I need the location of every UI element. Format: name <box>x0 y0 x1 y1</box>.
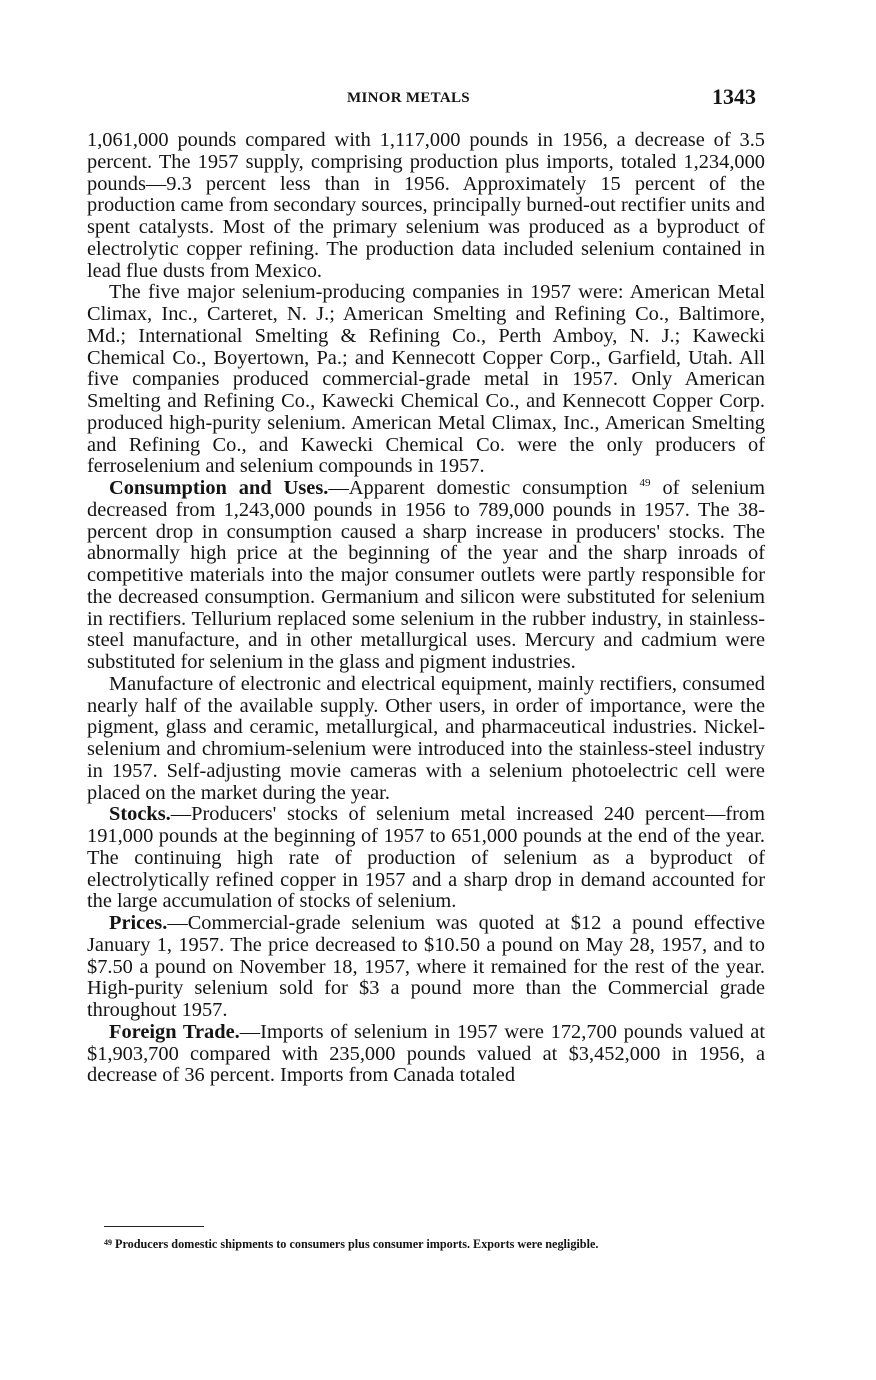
paragraph-producers <box>87 282 765 478</box>
section-heading-foreign-trade: Foreign Trade. <box>109 1020 240 1043</box>
paragraph-text: Manufacture of electronic and electrical equipment, mainly rectifiers, consumed nearly half of the available supply. Other users, in order of importance, were the pigment, glass and ceramic, metallurgical, and pharmaceutical industries. Nickel-selenium and chromium-selenium were introduced into the stainless-steel industry in 1957. Self-adjusting movie cameras with a selenium photoelectric cell were placed on the market during the year. <box>87 672 765 804</box>
section-heading-prices: Prices. <box>109 912 168 934</box>
paragraph-text-lead: —Apparent domestic consumption <box>328 477 628 499</box>
running-title: MINOR METALS <box>347 90 470 106</box>
paragraph-text: —Commercial-grade selenium was quoted at $12 a pound effective January 1, 1957. The price decreased to $10.50 a pound on May 28, 1957, and to $7.50 a pound on November 18, 1957, where it remained for the rest of the year. High-purity selenium sold for $3 a pound more than the Commercial grade throughout 1957. <box>87 912 765 1021</box>
body-text <box>87 130 765 1087</box>
paragraph-text: The five major selenium-producing companies in 1957 were: American Metal Climax, Inc., Carteret, N. J.; American Smelting and Refining Co., Baltimore, Md.; International Smelting & Refining Co., Perth Amboy, N. J.; Kawecki Chemical Co., Boyertown, Pa.; and Kennecott Copper Corp., Garfield, Utah. All five companies produced commercial-grade metal in 1957. Only American Smelting and Refining Co., Kawecki Chemical Co., and Kennecott Copper Corp. produced high-purity selenium. American Metal Climax, Inc., American Smelting and Refining Co., and Kawecki Chemical Co. were the only producers of ferroselenium and selenium compounds in 1957. <box>87 281 765 478</box>
paragraph-text: 1,061,000 pounds compared with 1,117,000 pounds in 1956, a decrease of 3.5 percent. The 1957 supply, comprising production plus imports, totaled 1,234,000 pounds—9.3 percent less than in 1956. Approximately 15 percent of the production came from secondary sources, principally burned-out rectifier units and spent catalysts. Most of the primary selenium was produced as a byproduct of electrolytic copper refining. The production data included selenium contained in lead flue dusts from Mexico. <box>87 129 765 282</box>
footnote-text: Producers domestic shipments to consumers plus consumer imports. Exports were negligible. <box>115 1237 599 1251</box>
footnote <box>104 1235 766 1252</box>
paragraph-text: —Producers' stocks of selenium metal increased 240 percent—from 191,000 pounds at the beginning of 1957 to 651,000 pounds at the end of the year. The continuing high rate of production of selenium as a byproduct of electrolytically refined copper in 1957 and a sharp drop in demand accounted for the large accumulation of stocks of selenium. <box>87 803 765 913</box>
footnote-divider <box>104 1226 204 1227</box>
paragraph-manufacture <box>87 674 765 805</box>
paragraph-prices <box>87 913 765 1022</box>
section-heading-stocks: Stocks. <box>109 803 171 826</box>
paragraph-production <box>87 130 765 282</box>
paragraph-consumption-and-uses <box>87 478 765 674</box>
footnote-mark: 49 <box>104 1238 112 1247</box>
footnote-reference: 49 <box>639 477 651 489</box>
running-header <box>0 84 876 114</box>
paragraph-foreign-trade <box>87 1022 765 1087</box>
paragraph-text: of selenium decreased from 1,243,000 pounds in 1956 to 789,000 pounds in 1957. The 38-percent drop in consumption caused a sharp increase in producers' stocks. The abnormally high price at the beginning of the year and the sharp inroads of competitive materials into the major consumer outlets were partly responsible for the decreased consumption. Germanium and silicon were substituted for selenium in rectifiers. Tellurium replaced some selenium in the rubber industry, in stainless-steel manufacture, and in other metallurgical uses. Mercury and cadmium were substituted for selenium in the glass and pigment industries. <box>87 477 765 673</box>
page-number: 1343 <box>712 84 756 109</box>
paragraph-text: —Imports of selenium in 1957 were 172,700 pounds valued at $1,903,700 compared with 235,000 pounds valued at $3,452,000 in 1956, a decrease of 36 percent. Imports from Canada totaled <box>87 1020 766 1087</box>
paragraph-stocks <box>87 804 765 913</box>
section-heading-consumption: Consumption and Uses. <box>109 477 329 499</box>
